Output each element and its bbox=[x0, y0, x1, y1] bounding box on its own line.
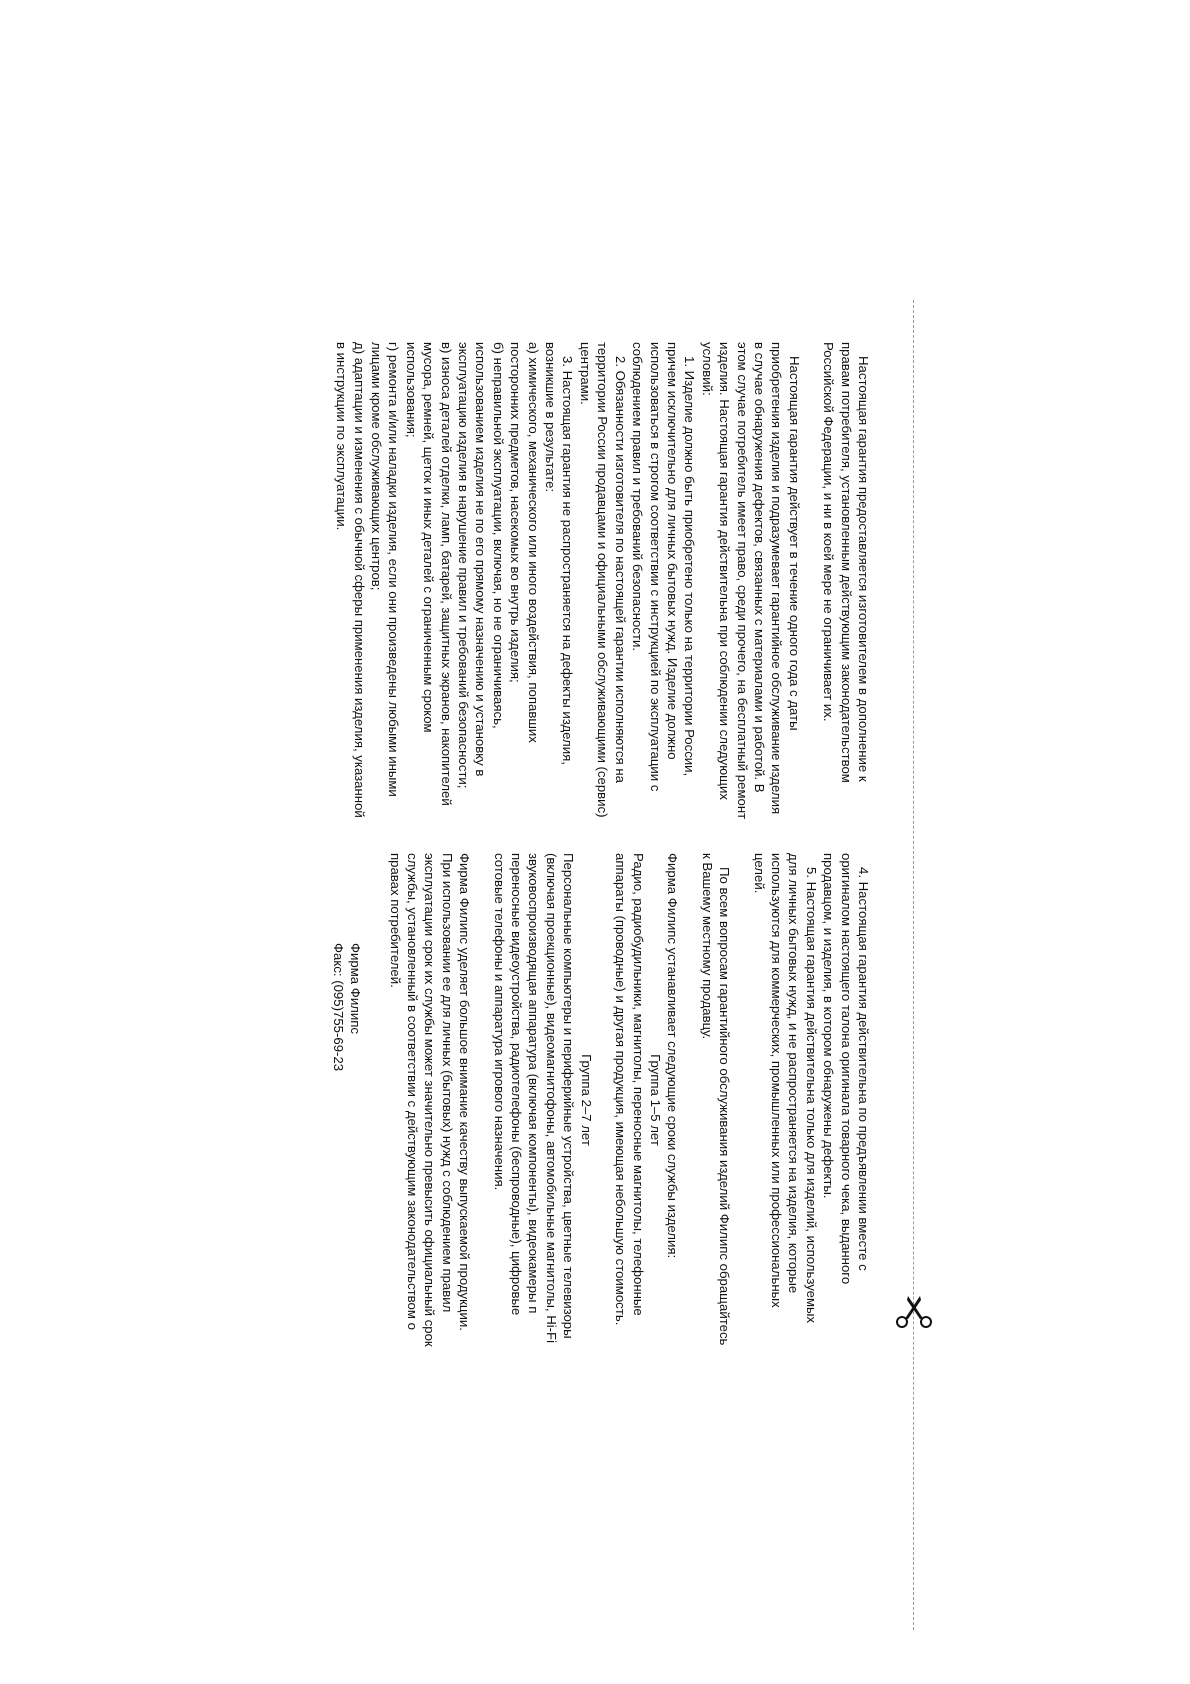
questions-paragraph: По всем вопросам гарантийного обслуживания изделий Филипс обращайтесь к Вашему местному продавцу. bbox=[699, 853, 733, 1346]
service-life-paragraph: Фирма Филипс устанавливает следующие сроки службы изделия: bbox=[665, 853, 681, 1259]
group-2-text: Персональные компьютеры и периферийные устройства, цветные телевизоры (включая проекционные), видеомагнитофоны, автомобильные магнитолы, Hi-Fi звуковоспроизводящая аппаратура (включая компоненты), видеокамеры п переносные видеоустройства, радиотелефоны (беспроводные), цифровые сотовые телефоны и аппаратура игрового назначения. bbox=[491, 853, 577, 1344]
cut-line bbox=[913, 300, 914, 1630]
intro-paragraph: Настоящая гарантия предоставляется изготовителем в дополнение к правам потребителя, установленным действующим законодательством Российской Федерации, и ни в коей мере не ограничивает их. bbox=[821, 342, 871, 783]
exclusion-g: г) ремонта и/или наладки изделия, если они произведены любыми иными лицами кроме обслуживающих центров; bbox=[369, 342, 402, 797]
condition-3: 3. Настоящая гарантия не распространяется на дефекты изделия, возникшие в результате: bbox=[543, 342, 576, 765]
exclusion-d: д) адаптации и изменения с обычной сферы применения изделия, указанной в инструкции по эксплуатации. bbox=[334, 342, 367, 818]
warranty-terms-column bbox=[333, 342, 872, 820]
exclusion-v: в) износа деталей отделки, ламп, батарей, защитных экранов, накопителей мусора, ремней, щеток и иных деталей с ограниченным сроком использования; bbox=[403, 342, 454, 806]
group-2-title: Группа 2–7 лет bbox=[578, 1054, 594, 1146]
service-life-column bbox=[329, 853, 872, 1347]
condition-2: 2. Обязанности изготовителя по настоящей гарантии исполняются на территории России продавцами и официальными обслуживающими (сервис) центрами. bbox=[577, 342, 628, 818]
quality-paragraph: Фирма Филипс уделяет большое внимание качеству выпускаемой продукции. При использовании ее для личных (бытовых) нужд с соблюдением правил эксплуатации срок их службы может значительно превысить официальный срок службы, установленный в соответствии с действующим законодательством о правах потребителей. bbox=[387, 853, 473, 1347]
group-1-text: Радио, радиобудильники, магнитолы, переносные магнитолы, телефонные аппараты (проводные) и другая продукция, имеющая небольшую стоимость. bbox=[613, 853, 646, 1326]
exclusion-a: а) химического, механического или иного воздействия, попавших посторонних предметов, насекомых во внутрь изделия; bbox=[508, 342, 541, 743]
signature-company: Фирма Филипс bbox=[348, 943, 364, 1034]
group-1-title: Группа 1–5 лет bbox=[647, 1054, 663, 1146]
exclusion-b: б) неправильной эксплуатации, включая, но не ограничиваясь, использованием изделия не по его прямому назначению и установку в эксплуатацию изделия в нарушение правил и требований безопасности; bbox=[456, 342, 506, 789]
condition-1: 1. Изделие должно быть приобретено только на территории России, причем исключительно для личных бытовых нужд. Изделие должно использоваться в строгом соответствии с инструкцией по эксплуатации с соблюдением правил и требований безопасности. bbox=[630, 342, 698, 792]
condition-4: 4. Настоящая гарантия действительна по предъявлении вместе с оригиналом настоящего талона оригинала товарного чека, выданного продавцом, и изделия, в котором обнаружены дефекты. bbox=[821, 853, 871, 1285]
warranty-period-paragraph: Настоящая гарантия действует в течение одного года с даты приобретения изделия и подразумевает гарантийное обслуживание изделия в случае обнаружения дефектов, связанных с материалами и работой. В этом случае потребитель имеет право, среди прочего, на бесплатный ремонт изделия. Настоящая гарантия действительна при соблюдении следующих условий: bbox=[699, 342, 802, 820]
signature-fax: Факс: (095)755-69-23 bbox=[330, 943, 346, 1072]
scissors-icon bbox=[894, 1292, 934, 1336]
condition-5: 5. Настоящая гарантия действительна только для изделий, используемых для личных бытовых нужд, и не распространяется на изделия, которые используются для коммерческих, промышленных или профессиональных целей. bbox=[751, 853, 819, 1324]
